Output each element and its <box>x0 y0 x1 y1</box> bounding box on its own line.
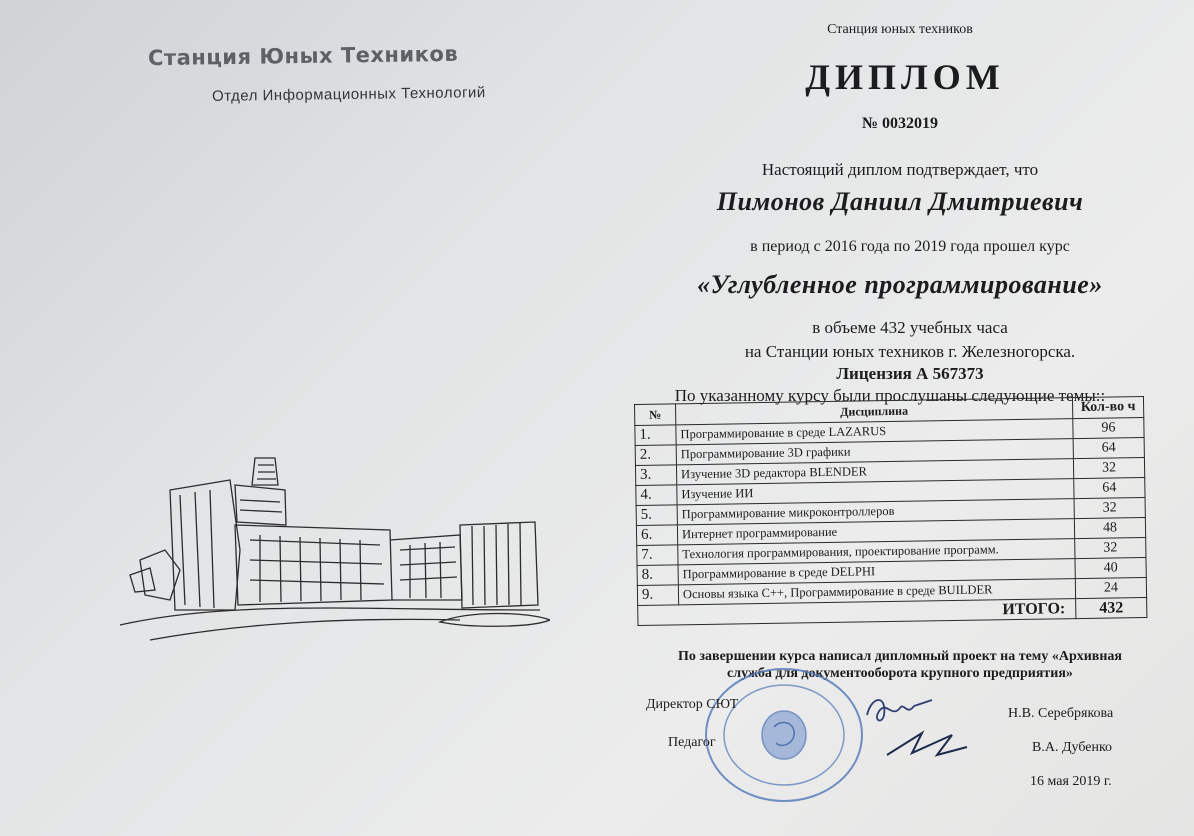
final-note-line-2: служба для документооборота крупного предприятия» <box>727 666 1073 681</box>
row-discipline: Интернет программирование <box>677 519 1074 545</box>
row-hours: 48 <box>1074 517 1145 538</box>
department-name: Отдел Информационных Технологий <box>211 84 486 105</box>
row-discipline: Программирование 3D графики <box>676 439 1073 465</box>
row-discipline: Изучение 3D редактора BLENDER <box>676 459 1073 485</box>
row-hours: 32 <box>1075 537 1146 558</box>
official-stamp <box>702 665 867 805</box>
row-hours: 64 <box>1073 437 1144 458</box>
director-signature <box>862 690 942 730</box>
row-hours: 32 <box>1073 457 1144 478</box>
organization-logo-text: Станция Юных Техников <box>147 41 459 71</box>
diploma-title: ДИПЛОМ <box>805 57 1005 97</box>
final-note-line-1: По завершении курса написал дипломный проект на тему «Архивная <box>678 649 1122 664</box>
diploma-number: № 0032019 <box>861 115 939 132</box>
row-discipline: Программирование в среде DELPHI <box>678 559 1075 585</box>
row-discipline: Технология программирования, проектирование программ. <box>678 539 1075 565</box>
study-period: в период с 2016 года по 2019 года прошел курс <box>750 238 1070 255</box>
row-hours: 32 <box>1074 497 1145 518</box>
row-hours: 96 <box>1073 417 1144 438</box>
building-illustration <box>110 450 550 650</box>
topics-intro: По указанному курсу были прослушаны следующие темы:: <box>674 386 1106 405</box>
disciplines-table <box>634 396 1147 626</box>
course-place: на Станции юных техников г. Железногорска. <box>744 342 1076 361</box>
total-value: 432 <box>1076 597 1147 618</box>
teacher-name: В.А. Дубенко <box>1032 740 1113 755</box>
total-label: ИТОГО: <box>638 599 1076 626</box>
teacher-label: Педагог <box>668 735 716 750</box>
row-number: 9. <box>637 585 678 606</box>
director-label: Директор СЮТ <box>646 697 739 712</box>
row-discipline: Изучение ИИ <box>677 479 1074 505</box>
director-name: Н.В. Серебрякова <box>1008 706 1114 721</box>
station-small-header: Станция юных техников <box>827 22 973 37</box>
recipient-name: Пимонов Даниил Дмитриевич <box>716 187 1084 216</box>
row-hours: 24 <box>1075 577 1146 598</box>
row-number: 1. <box>635 425 676 446</box>
row-number: 5. <box>636 505 677 526</box>
row-discipline: Основы языка С++, Программирование в среде BUILDER <box>678 579 1075 605</box>
teacher-signature <box>882 725 972 765</box>
header-num: № <box>635 404 676 426</box>
row-number: 6. <box>636 525 677 546</box>
issue-date: 16 мая 2019 г. <box>1030 774 1112 789</box>
row-hours: 40 <box>1075 557 1146 578</box>
course-name: «Углубленное программирование» <box>697 270 1103 299</box>
row-number: 3. <box>635 465 676 486</box>
row-number: 2. <box>635 445 676 466</box>
course-volume: в объеме 432 учебных часа <box>812 318 1008 337</box>
row-number: 4. <box>636 485 677 506</box>
header-hours: Кол-во ч <box>1072 396 1143 418</box>
row-number: 8. <box>637 565 678 586</box>
confirms-text: Настоящий диплом подтверждает, что <box>761 160 1039 179</box>
license-number: Лицензия А 567373 <box>836 364 984 383</box>
row-hours: 64 <box>1074 477 1145 498</box>
row-discipline: Программирование микроконтроллеров <box>677 499 1074 525</box>
row-discipline: Программирование в среде LAZARUS <box>676 419 1073 445</box>
header-discipline: Дисциплина <box>676 398 1073 425</box>
row-number: 7. <box>637 545 678 566</box>
